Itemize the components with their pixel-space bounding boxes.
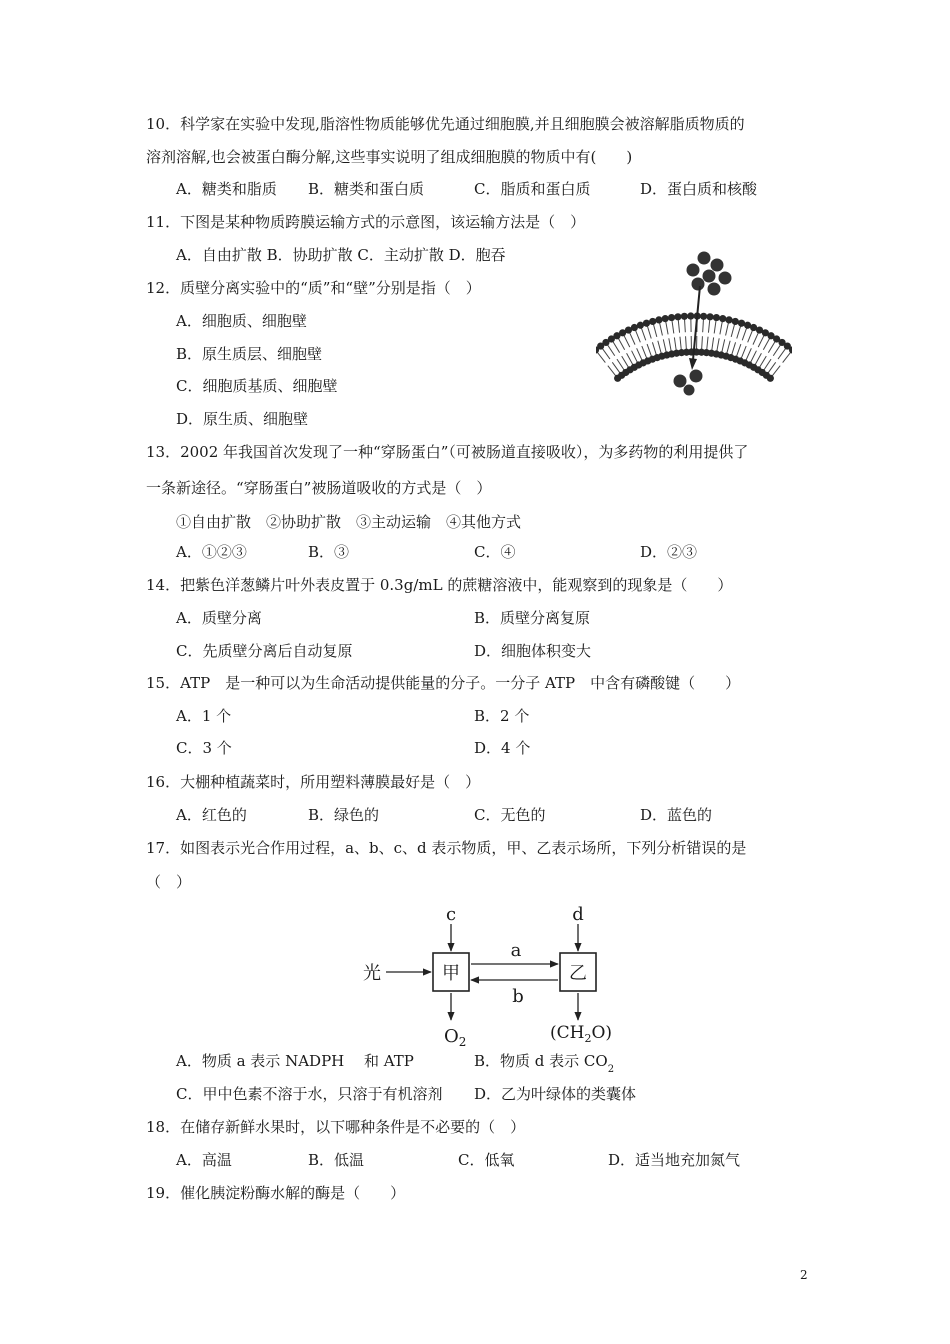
q17-option-c: C．甲中色素不溶于水，只溶于有机溶剂 [176,1085,443,1103]
q15-option-a: A．1 个 [176,707,232,725]
q10-option-d: D．蛋白质和核酸 [640,180,758,198]
q13-choices: ①自由扩散 ②协助扩散 ③主动运输 ④其他方式 [176,513,522,531]
q10-stem-line1: 10．科学家在实验中发现,脂溶性物质能够优先通过细胞膜,并且细胞膜会被溶解脂质物质的 [146,115,745,133]
q13-option-c: C．④ [474,543,516,561]
photosynthesis-diagram [360,900,630,1048]
label-c: c [445,904,457,925]
label-ch2o: $(CH_2O)$ [550,1023,613,1045]
q15-stem: 15．ATP 是一种可以为生命活动提供能量的分子。一分子 ATP 中含有磷酸键（ ） [146,674,741,692]
q16-option-c: C．无色的 [474,806,546,824]
q18-option-c: C．低氧 [458,1151,515,1169]
membrane-transport-figure [596,246,792,396]
q10-stem-line2: 溶剂溶解,也会被蛋白酶分解,这些事实说明了组成细胞膜的物质中有( ) [146,148,633,166]
label-a: a [510,940,522,961]
q13-stem-line1: 13．2002 年我国首次发现了一种“穿肠蛋白”（可被肠道直接吸收），为多药物的利用提供了 [146,443,749,461]
q12-option-c: C．细胞质基质、细胞壁 [176,377,338,395]
box-yi-label: 乙 [569,963,587,984]
q12-stem: 12．质壁分离实验中的“质”和“壁”分别是指（ ） [146,279,481,297]
q10-option-a: A．糖类和脂质 [176,180,277,198]
q15-option-c: C．3 个 [176,739,232,757]
page-number: 2 [800,1268,808,1282]
q11-stem: 11．下图是某种物质跨膜运输方式的示意图，该运输方法是（ ） [146,213,586,231]
label-b: b [512,986,524,1007]
q12-option-d: D．原生质、细胞壁 [176,410,309,428]
q17-stem-line1: 17．如图表示光合作用过程，a、b、c、d 表示物质，甲、乙表示场所，下列分析错误的是 [146,839,747,857]
q12-option-a: A．细胞质、细胞壁 [176,312,307,330]
q10-option-b: B．糖类和蛋白质 [308,180,425,198]
q18-option-b: B．低温 [308,1151,365,1169]
q14-option-d: D．细胞体积变大 [474,642,592,660]
q16-option-b: B．绿色的 [308,806,380,824]
q16-stem: 16．大棚种植蔬菜时，所用塑料薄膜最好是（ ） [146,773,481,791]
q14-option-a: A．质壁分离 [176,609,262,627]
q17-stem-line2: （ ） [146,873,192,891]
q14-stem: 14．把紫色洋葱鳞片叶外表皮置于 0.3g/mL 的蔗糖溶液中，能观察到的现象是（ ） [146,576,733,594]
q11-options: A．自由扩散 B．协助扩散 C．主动扩散 D．胞吞 [176,246,506,264]
q13-stem-line2: 一条新途径。“穿肠蛋白”被肠道吸收的方式是（ ） [146,479,492,497]
q16-option-a: A．红色的 [176,806,247,824]
q18-option-d: D．适当地充加氮气 [608,1151,741,1169]
q15-option-b: B．2 个 [474,707,530,725]
q17-option-b: B．物质 d 表示 $CO_2$ [474,1052,615,1075]
q15-option-d: D．4 个 [474,739,531,757]
q16-option-d: D．蓝色的 [640,806,713,824]
q17-option-d: D．乙为叶绿体的类囊体 [474,1085,637,1103]
q19-stem: 19．催化胰淀粉酶水解的酶是（ ） [146,1184,406,1202]
label-o2: $O_2$ [444,1026,467,1048]
arrow-down-icon [689,358,697,370]
q12-option-b: B．原生质层、细胞壁 [176,345,323,363]
q10-option-c: C．脂质和蛋白质 [474,180,591,198]
q14-option-c: C．先质壁分离后自动复原 [176,642,353,660]
q13-option-d: D．②③ [640,543,698,561]
box-jia-label: 甲 [442,963,460,984]
q13-option-b: B．③ [308,543,350,561]
light-label: 光 [363,963,381,984]
q18-option-a: A．高温 [176,1151,232,1169]
q13-option-a: A．①②③ [176,543,247,561]
q17-option-a: A．物质 a 表示 NADPH 和 ATP [176,1052,414,1070]
label-d: d [572,904,584,925]
q14-option-b: B．质壁分离复原 [474,609,591,627]
q18-stem: 18．在储存新鲜水果时，以下哪种条件是不必要的（ ） [146,1118,526,1136]
